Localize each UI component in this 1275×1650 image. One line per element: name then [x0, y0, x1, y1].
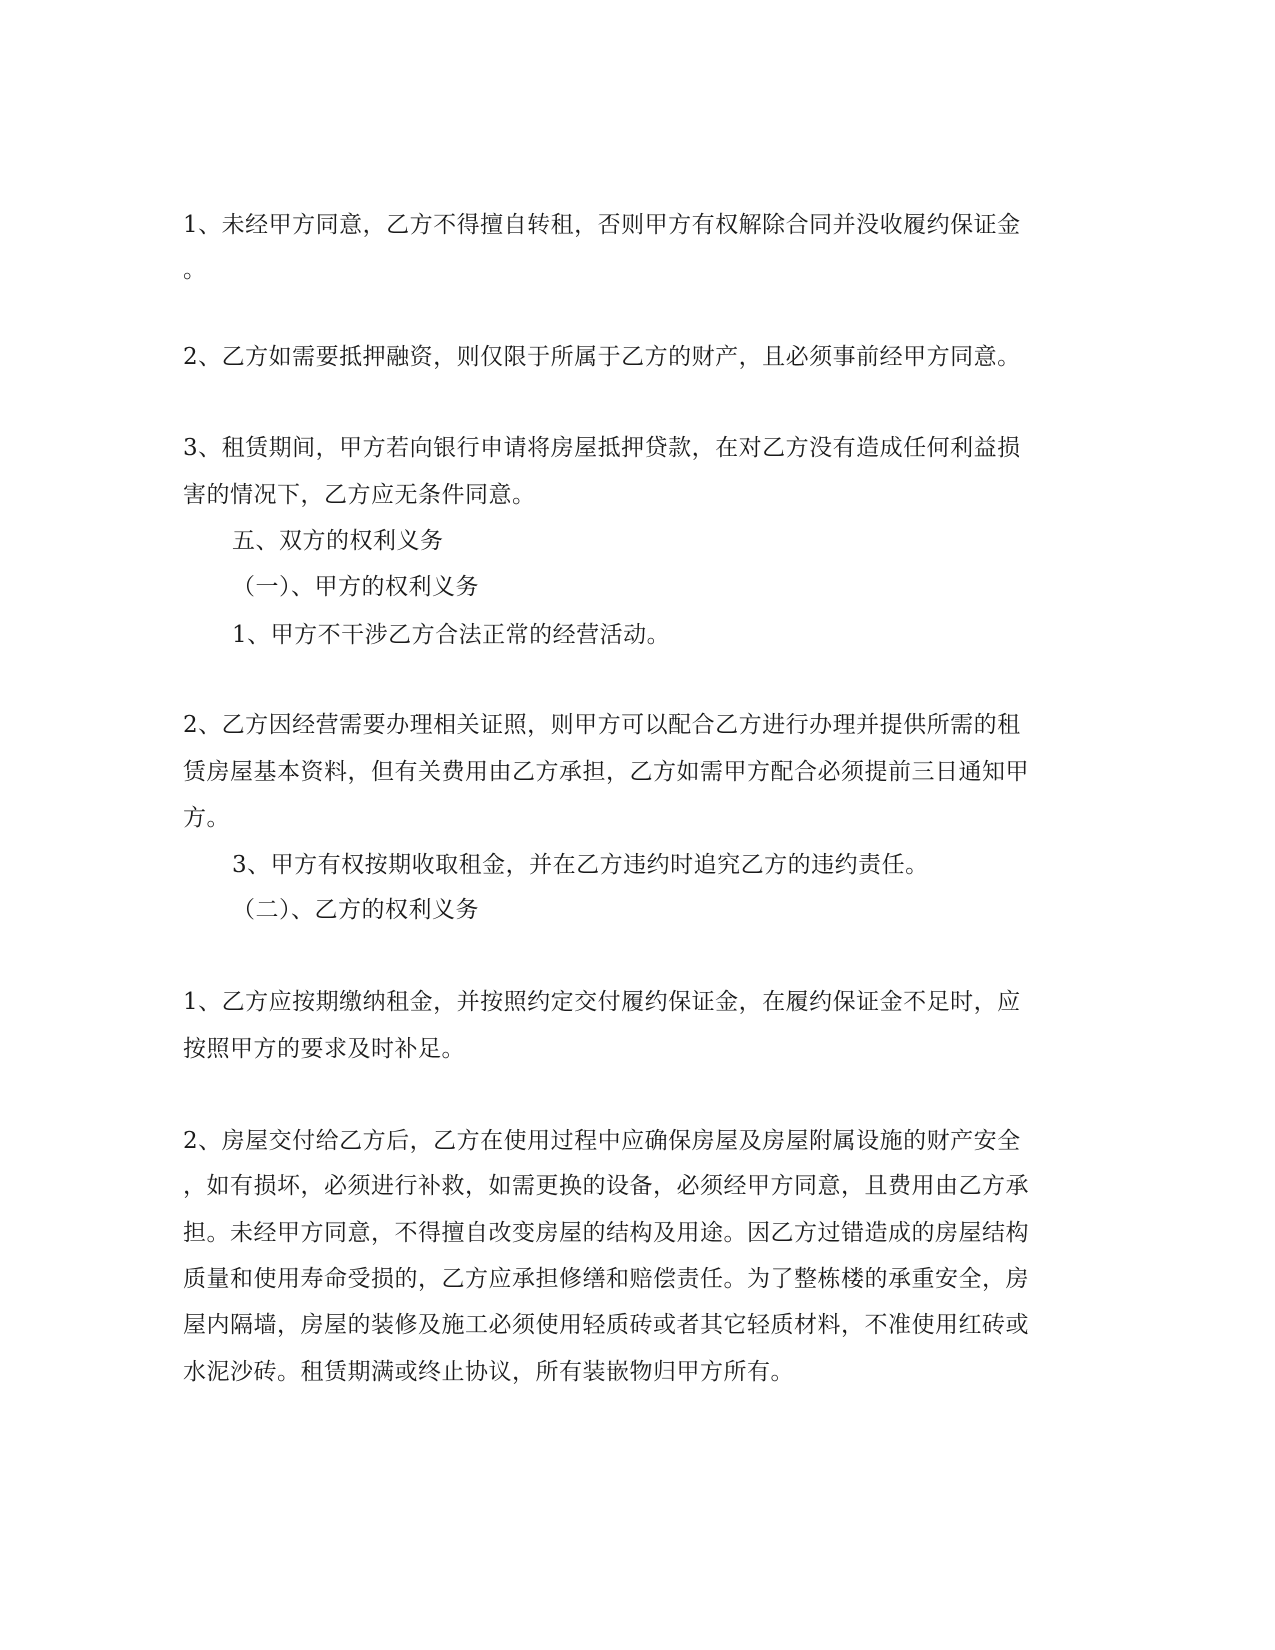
- text-line: 2、乙方如需要抵押融资，则仅限于所属于乙方的财产，且必须事前经甲方同意。: [183, 344, 1021, 370]
- text-line: 3、租赁期间，甲方若向银行申请将房屋抵押贷款，在对乙方没有造成任何利益损: [183, 435, 1021, 461]
- text-line: 1、甲方不干涉乙方合法正常的经营活动。: [232, 622, 671, 648]
- text-line: 按照甲方的要求及时补足。: [183, 1036, 465, 1062]
- text-line: 3、甲方有权按期收取租金，并在乙方违约时追究乙方的违约责任。: [232, 852, 929, 878]
- text-line: 质量和使用寿命受损的，乙方应承担修缮和赔偿责任。为了整栋楼的承重安全，房: [183, 1266, 1029, 1292]
- subsection-heading: （二）、乙方的权利义务: [232, 897, 479, 923]
- text-line: 1、未经甲方同意，乙方不得擅自转租，否则甲方有权解除合同并没收履约保证金: [183, 212, 1021, 238]
- text-line: 担。未经甲方同意，不得擅自改变房屋的结构及用途。因乙方过错造成的房屋结构: [183, 1220, 1029, 1246]
- subsection-heading: （一）、甲方的权利义务: [232, 574, 479, 600]
- text-line: 水泥沙砖。租赁期满或终止协议，所有装嵌物归甲方所有。: [183, 1359, 794, 1385]
- text-line: 2、房屋交付给乙方后，乙方在使用过程中应确保房屋及房屋附属设施的财产安全: [183, 1128, 1021, 1154]
- text-line: 。: [183, 257, 207, 283]
- text-line: 2、乙方因经营需要办理相关证照，则甲方可以配合乙方进行办理并提供所需的租: [183, 712, 1021, 738]
- text-line: 赁房屋基本资料，但有关费用由乙方承担，乙方如需甲方配合必须提前三日通知甲: [183, 759, 1029, 785]
- text-line: 屋内隔墙，房屋的装修及施工必须使用轻质砖或者其它轻质材料，不准使用红砖或: [183, 1312, 1029, 1338]
- text-line: 害的情况下，乙方应无条件同意。: [183, 482, 536, 508]
- text-line: ，如有损坏，必须进行补救，如需更换的设备，必须经甲方同意，且费用由乙方承: [183, 1173, 1029, 1199]
- section-heading: 五、双方的权利义务: [232, 528, 444, 554]
- text-line: 方。: [183, 805, 230, 831]
- text-line: 1、乙方应按期缴纳租金，并按照约定交付履约保证金，在履约保证金不足时，应: [183, 989, 1021, 1015]
